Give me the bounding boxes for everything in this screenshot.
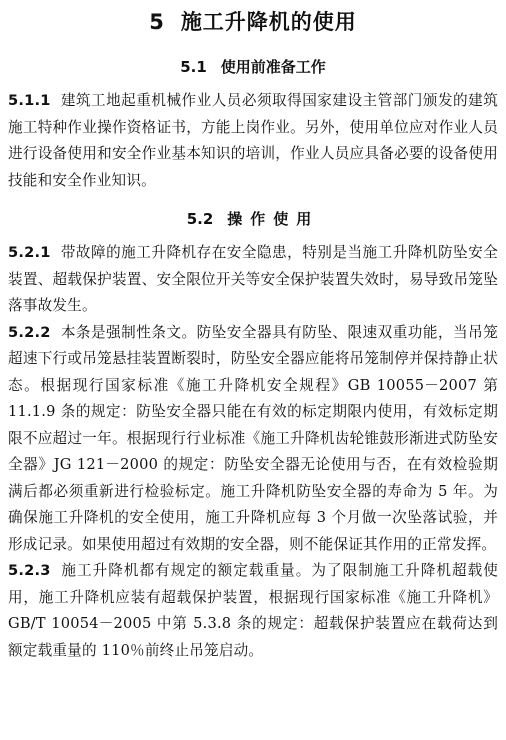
clause-number: 5.2.3 <box>8 562 51 579</box>
chapter-title <box>8 8 498 36</box>
clause-5-2-3 <box>8 558 498 664</box>
clause-number: 5.2.1 <box>8 244 51 261</box>
clause-5-1-1 <box>8 88 498 194</box>
clause-text: 带故障的施工升降机存在安全隐患，特别是当施工升降机防坠安全装置、超载保护装置、安全限位开关等安全保护装置失效时，易导致吊笼坠落事故发生。 <box>8 244 498 314</box>
chapter-number: 5 <box>149 10 165 34</box>
section-number: 5.2 <box>186 210 214 228</box>
chapter-title-text: 施工升降机的使用 <box>180 10 357 34</box>
section-title-text: 使用前准备工作 <box>220 58 326 76</box>
section-title-5-1 <box>8 56 498 78</box>
clause-text: 本条是强制性条文。防坠安全器具有防坠、限速双重功能，当吊笼超速下行或吊笼悬挂装置断裂时，防坠安全器应能将吊笼制停并保持静止状态。根据现行国家标准《施工升降机安全规程》GB 10055－2007 第 11.1.9 条的规定：防坠安全器只能在有效的标定期限内使用，有效标定期限不应超过一年。根据现行行业标准《施工升降机齿轮锥鼓形渐进式防坠安全器》JG 121－2000 的规定：防坠安全器无论使用与否，在有效检验期满后都必须重新进行检验标定。施工升降机防坠安全器的寿命为 5 年。为确保施工升降机的安全使用，施工升降机应每 3 个月做一次坠落试验，并形成记录。如果使用超过有效期的安全器，则不能保证其作用的正常发挥。 <box>8 323 498 553</box>
section-number: 5.1 <box>180 58 207 76</box>
clause-number: 5.1.1 <box>8 92 51 109</box>
clause-text: 施工升降机都有规定的额定载重量。为了限制施工升降机超载使用，施工升降机应装有超载保护装置，根据现行国家标准《施工升降机》GB/T 10054－2005 中第 5.3.8 条的规定：超载保护装置应在载荷达到额定载重量的 110％前终止吊笼启动。 <box>8 562 498 659</box>
section-title-text: 操作使用 <box>227 210 320 228</box>
clause-text: 建筑工地起重机械作业人员必须取得国家建设主管部门颁发的建筑施工特种作业操作资格证书，方能上岗作业。另外，使用单位应对作业人员进行设备使用和安全作业基本知识的培训，作业人员应具备必要的设备使用技能和安全作业知识。 <box>8 92 498 189</box>
section-title-5-2 <box>8 208 498 230</box>
clause-number: 5.2.2 <box>8 323 51 341</box>
clause-5-2-2 <box>8 320 498 559</box>
clause-5-2-1 <box>8 240 498 320</box>
